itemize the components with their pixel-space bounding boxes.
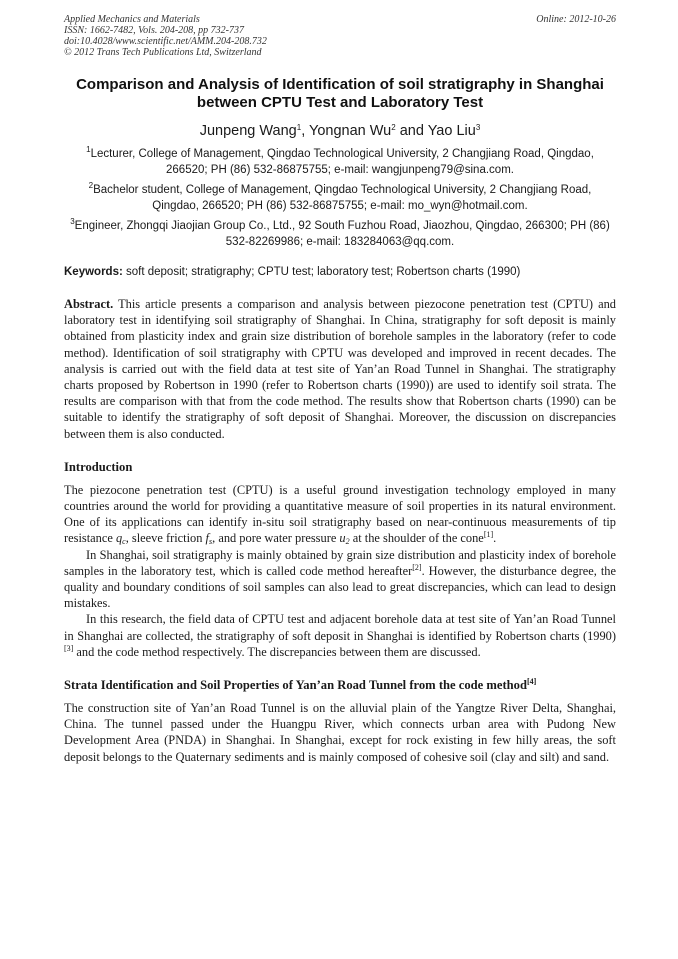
author-separator: , <box>301 123 309 139</box>
var-qc <box>116 531 126 545</box>
affiliation-mark: 2 <box>88 181 94 190</box>
author-name: Yao Liu <box>427 123 476 139</box>
paper-page <box>64 14 616 765</box>
abstract-text: This article presents a comparison and analysis between piezocone penetration test (CPTU) and laboratory test in identifying soil stratigraphy of Shanghai. In China, stratigraphy for soft deposit is mainly obtained from plasticity index and grain size distribution of borehole samples in the laboratory (refer to code method). Identification of soil stratigraphy with CPTU was developed and improved in recent decades. The analysis is carried out with the field data at test site of Yan’an Road Tunnel in Shanghai. The stratigraphy charts proposed by Robertson in 1990 (refer to Robertson charts (1990)) are used to identify soil strata. The results are comparison with that from the code method. The results show that Robertson charts (1990) can be suitable to identify the stratigraphy of soft deposit of Shanghai. Moreover, the discussion on discrepancies between them is also conducted. <box>64 297 616 441</box>
citation: [2] <box>412 562 422 572</box>
body-paragraph <box>64 547 616 612</box>
paper-title: Comparison and Analysis of Identification of soil stratigraphy in Shanghai between CPTU Test and Laboratory Test <box>76 76 604 111</box>
var-symbol: q <box>115 531 123 546</box>
section-heading <box>64 677 616 693</box>
affiliation-text: Bachelor student, College of Management, Qingdao Technological University, 2 Changjiang Road, Qingdao, 266520; PH (86) 532-86875755; e-mail: mo_wyn@hotmail.com. <box>93 184 592 212</box>
online-date: Online: 2012-10-26 <box>536 14 616 25</box>
journal-name: Applied Mechanics and Materials <box>64 14 200 25</box>
issn-line: ISSN: 1662-7482, Vols. 204-208, pp 732-737 <box>64 25 244 36</box>
keywords <box>64 265 616 280</box>
paragraph-text: . However, the disturbance degree, the quality and boundary conditions of soil samples can also lead to great discrepancies, which can lead to design mistakes. <box>64 563 616 611</box>
var-subscript: 2 <box>345 537 350 547</box>
affiliation <box>64 183 616 214</box>
paragraph-text: at the shoulder of the cone <box>349 531 484 546</box>
citation: [4] <box>526 677 537 687</box>
var-symbol: u <box>339 531 346 546</box>
author-name: Junpeng Wang <box>199 123 297 139</box>
var-u2 <box>339 531 349 545</box>
affiliation <box>64 219 616 250</box>
body-paragraph <box>64 611 616 660</box>
section-heading: Introduction <box>64 459 133 474</box>
paragraph-text: , sleeve friction <box>125 531 206 546</box>
paragraph-text: The piezocone penetration test (CPTU) is a useful ground investigation technology employed in many countries around the world for providing a quantitative measure of soil properties in its natural environment. One of its applications can identify in-situ soil stratigraphy based on near-continuous measurements of tip resistance <box>64 482 616 546</box>
section-heading-text: Strata Identification and Soil Properties of Yan’an Road Tunnel from the code method <box>64 678 527 693</box>
author-list <box>64 122 616 140</box>
affiliation-mark: 1 <box>86 145 91 154</box>
author-affil-mark: 2 <box>391 123 396 132</box>
paragraph-text: , and pore water pressure <box>212 531 340 546</box>
author-affil-mark: 3 <box>475 123 481 132</box>
affiliation <box>64 147 616 178</box>
author-affil-mark: 1 <box>296 123 302 132</box>
body-paragraph <box>64 482 616 547</box>
affiliation-text: Engineer, Zhongqi Jiaojian Group Co., Ltd., 92 South Fuzhou Road, Jiaozhou, Qingdao, 266300; PH (86) 532-82269986; e-mail: 183284063@qq.com. <box>74 220 610 248</box>
copyright-line: © 2012 Trans Tech Publications Ltd, Switzerland <box>64 47 262 58</box>
keywords-label: Keywords: <box>64 266 123 278</box>
var-subscript: s <box>209 537 213 547</box>
author-name: Yongnan Wu <box>309 123 392 139</box>
abstract-label: Abstract. <box>64 297 114 311</box>
body-paragraph: The construction site of Yan’an Road Tunnel is on the alluvial plain of the Yangtze River Delta, Shanghai, China. The tunnel passed under the Huangpu River, which connects urban area with Pudong New Development Area (PNDA) in Shanghai. In Shanghai, except for rock existing in few hilly areas, the soft deposit belongs to the Quaternary sediments and is mainly composed of cohesive soil (clay and silt) and sand. <box>64 701 616 764</box>
abstract <box>64 296 616 442</box>
affiliation-text: Lecturer, College of Management, Qingdao Technological University, 2 Changjiang Road, Qingdao, 266520; PH (86) 532-86875755; e-mail: wangjunpeng79@sina.com. <box>90 148 594 176</box>
journal-header <box>64 14 616 58</box>
doi-line: doi:10.4028/www.scientific.net/AMM.204-208.732 <box>64 36 267 47</box>
paragraph-text: . <box>493 531 497 546</box>
citation: [3] <box>64 643 74 653</box>
paragraph-text: In Shanghai, soil stratigraphy is mainly obtained by grain size distribution and plasticity index of borehole samples in the laboratory test, which is called code method hereafter <box>64 547 616 578</box>
var-subscript: c <box>122 537 126 547</box>
affiliation-mark: 3 <box>70 217 75 226</box>
citation: [1] <box>483 530 494 540</box>
var-symbol: f <box>205 531 209 546</box>
paragraph-text: In this research, the field data of CPTU test and adjacent borehole data at test site of Yan’an Road Tunnel in Shanghai are collected, the stratigraphy of soft deposit in Shanghai is identified by Robertson charts (1990) <box>64 612 616 643</box>
paragraph-text: and the code method respectively. The discrepancies between them are discussed. <box>73 644 481 659</box>
keywords-text: soft deposit; stratigraphy; CPTU test; laboratory test; Robertson charts (1990) <box>126 266 521 278</box>
author-separator: and <box>395 123 428 139</box>
